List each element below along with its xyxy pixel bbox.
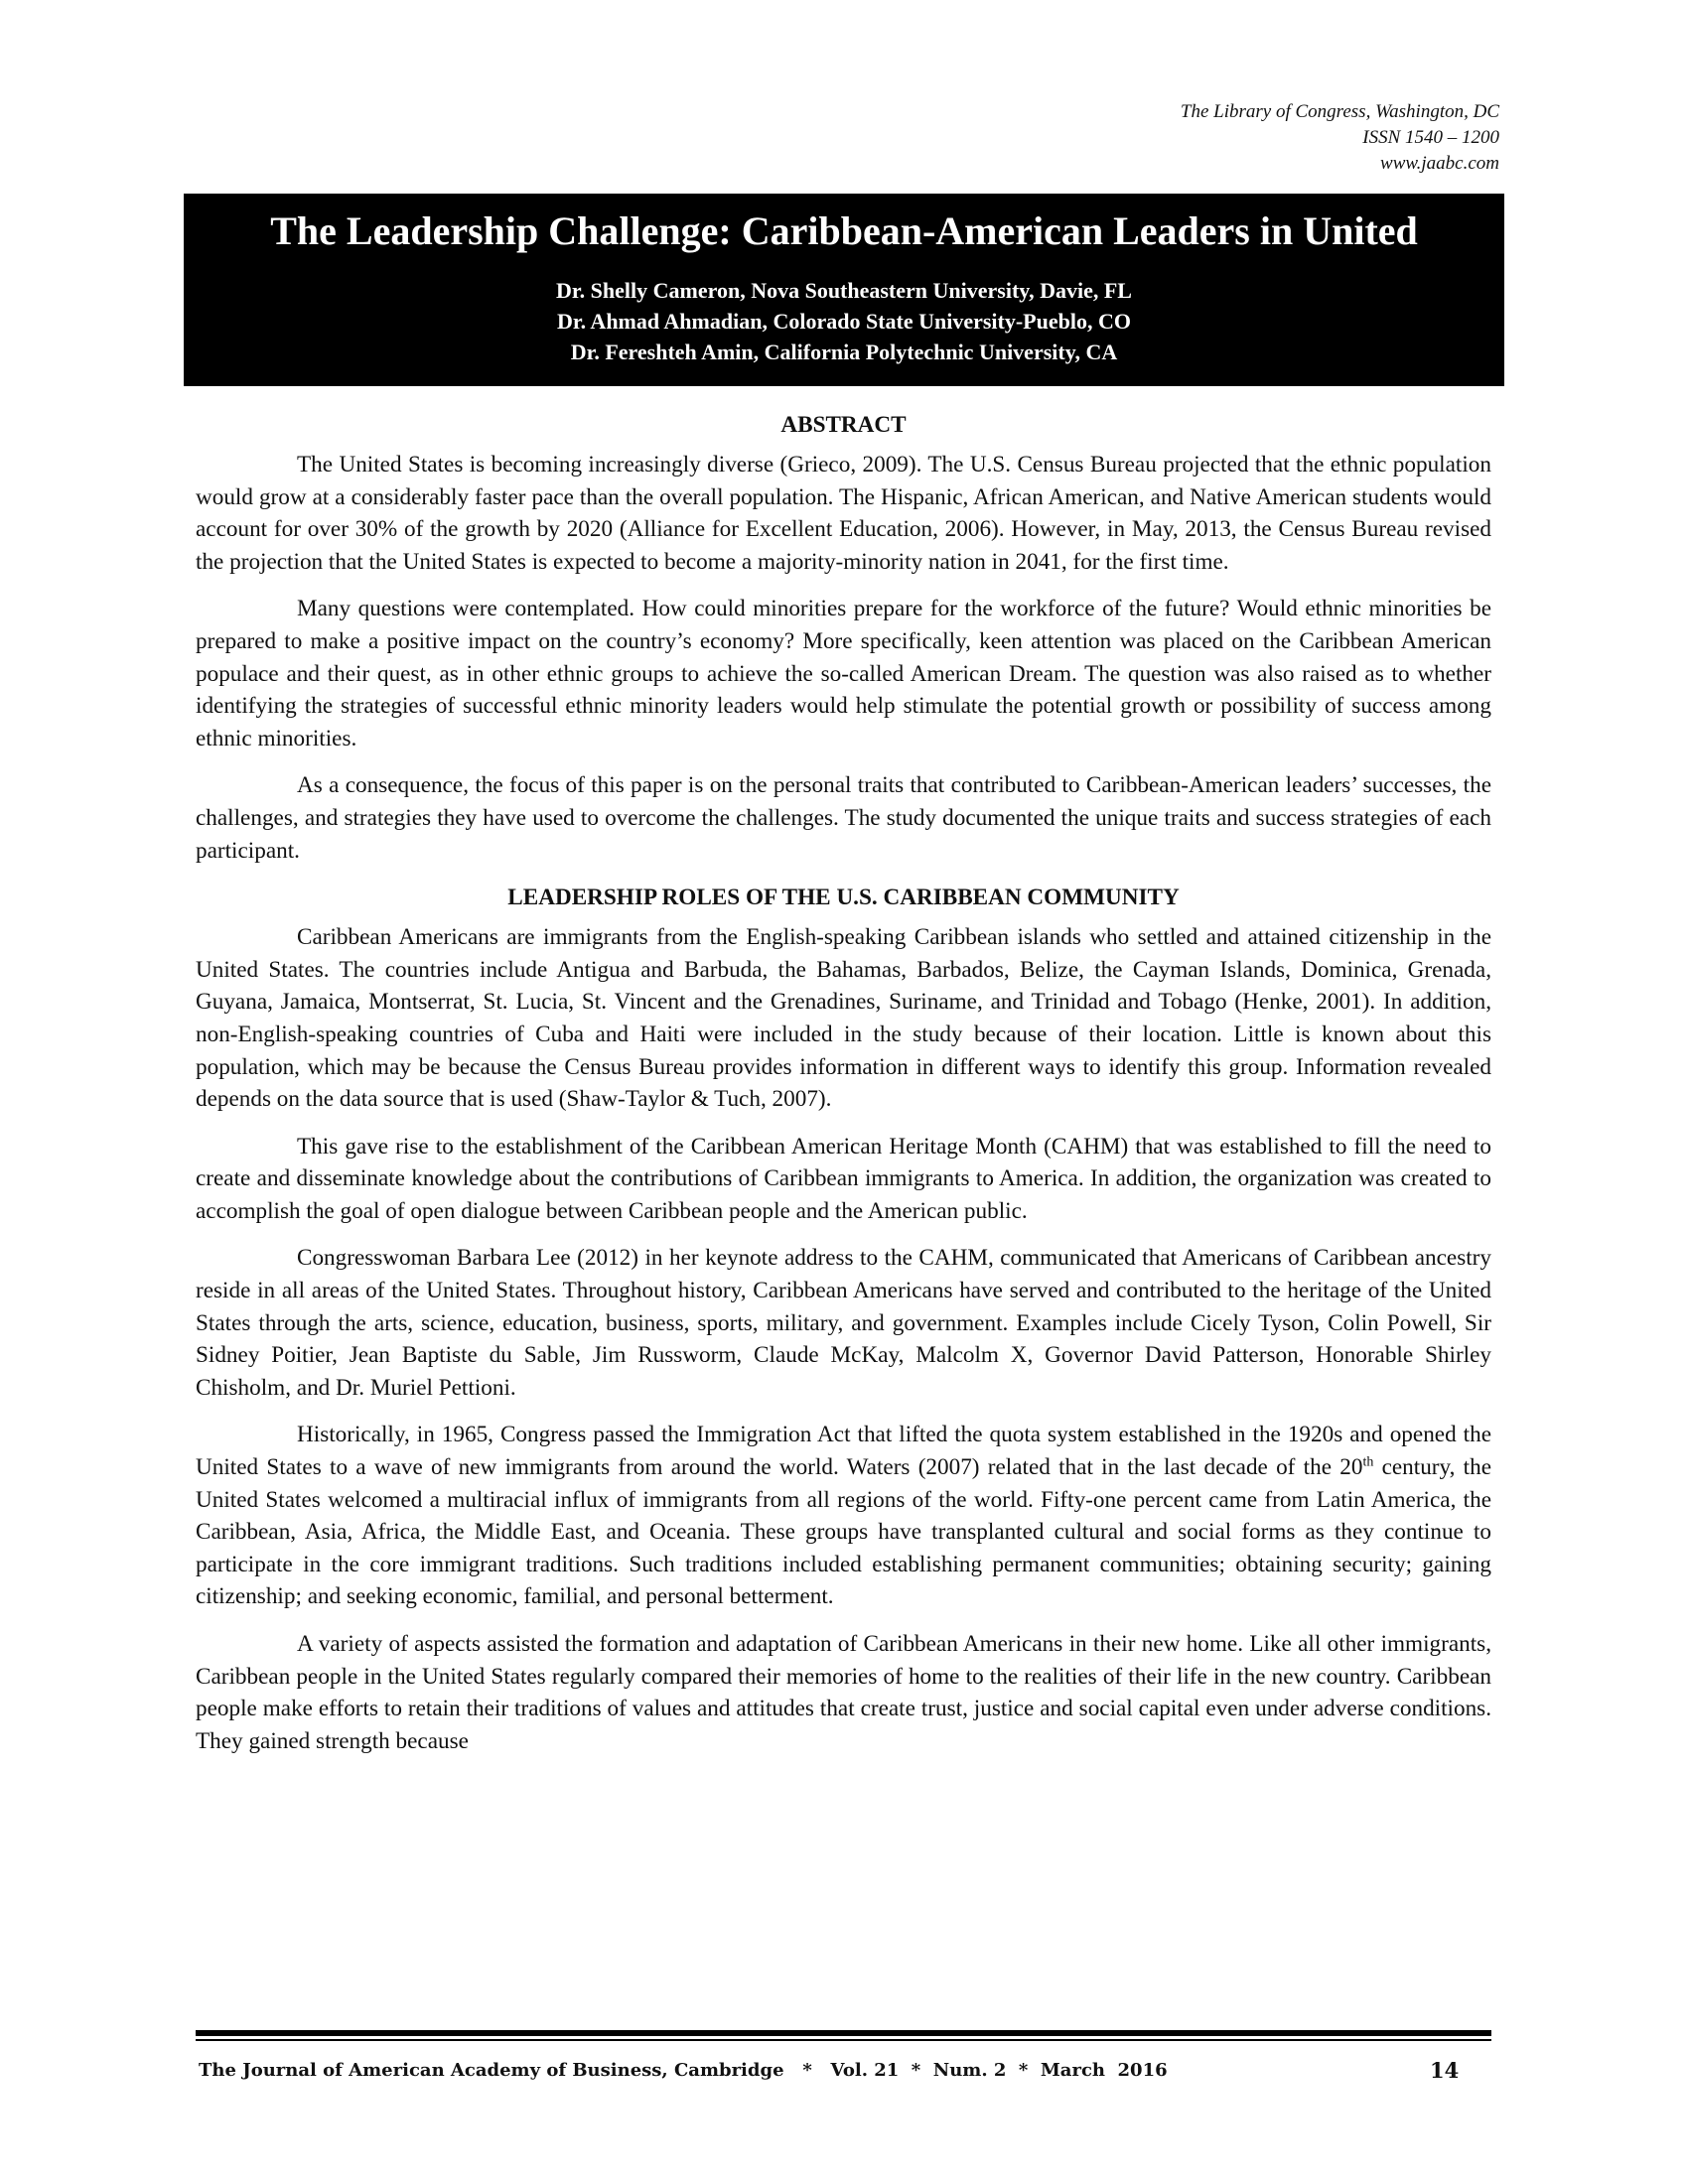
title-block: [184, 194, 1504, 386]
footer-rule-thick: [196, 2030, 1491, 2036]
author-2: Dr. Ahmad Ahmadian, Colorado State University-Pueblo, CO: [557, 309, 1131, 334]
ordinal-superscript: th: [1362, 1454, 1374, 1470]
journal-header: [1181, 99, 1499, 177]
footer-rule-thin: [196, 2039, 1491, 2041]
section-heading: LEADERSHIP ROLES OF THE U.S. CARIBBEAN COMMUNITY: [507, 885, 1180, 911]
section-paragraph-4: [196, 1419, 1491, 1613]
section-paragraph-2: This gave rise to the establishment of the Caribbean American Heritage Month (CAHM) that was established to fill the need to create and disseminate knowledge about the contributions of Caribbean immigrants to America. In addition, the organization was created to accomplish the goal of open dialogue between Caribbean people and the American public.: [196, 1133, 1491, 1224]
page-number: 14: [1430, 2058, 1460, 2083]
paper-body: [196, 409, 1491, 1772]
paragraph-4-text-a: Historically, in 1965, Congress passed the Immigration Act that lifted the quota system established in the 1920s and opened the United States to a wave of new immigrants from around the world. Waters (2007) related that in the last decade of the 20: [196, 1422, 1491, 1481]
abstract-paragraph-1: The United States is becoming increasingly diverse (Grieco, 2009). The U.S. Census Bureau projected that the ethnic population would grow at a considerably faster pace than the overall population. The Hispanic, African American, and Native American students would account for over 30% of the growth by 2020 (Alliance for Excellent Education, 2006). However, in May, 2013, the Census Bureau revised the projection that the United States is expected to become a majority-minority nation in 2041, for the first time.: [196, 452, 1491, 575]
author-3: Dr. Fereshteh Amin, California Polytechnic University, CA: [570, 340, 1118, 364]
paper-title: The Leadership Challenge: Caribbean-American Leaders in United: [270, 208, 1418, 253]
journal-footer: [199, 2059, 1494, 2083]
section-paragraph-3: Congresswoman Barbara Lee (2012) in her keynote address to the CAHM, communicated that Americans of Caribbean ancestry reside in all areas of the United States. Throughout history, Caribbean Americans have served and contributed to the heritage of the United States through the arts, science, education, business, sports, military, and government. Examples include Cicely Tyson, Colin Powell, Sir Sidney Poitier, Jean Baptiste du Sable, Jim Russworm, Claude McKay, Malcolm X, Governor David Patterson, Honorable Shirley Chisholm, and Dr. Muriel Pettioni.: [196, 1245, 1491, 1401]
author-1: Dr. Shelly Cameron, Nova Southeastern University, Davie, FL: [556, 278, 1132, 303]
section-paragraph-1: Caribbean Americans are immigrants from the English-speaking Caribbean islands who settled and attained citizenship in the United States. The countries include Antigua and Barbuda, the Bahamas, Barbados, Belize, the Cayman Islands, Dominica, Grenada, Guyana, Jamaica, Montserrat, St. Lucia, St. Vincent and the Grenadines, Suriname, and Trinidad and Tobago (Henke, 2001). In addition, non-English-speaking countries of Cuba and Haiti were included in the study because of their location. Little is known about this population, which may be because the Census Bureau provides information in different ways to identify this group. Information revealed depends on the data source that is used (Shaw-Taylor & Tuch, 2007).: [196, 924, 1491, 1113]
author-list: [184, 275, 1504, 367]
abstract-paragraph-2: Many questions were contemplated. How could minorities prepare for the workforce of the future? Would ethnic minorities be prepared to make a positive impact on the country’s economy? More specifically, keen attention was placed on the Caribbean American populace and their quest, as in other ethnic groups to achieve the so-called American Dream. The question was also raised as to whether identifying the strategies of successful ethnic minority leaders would help stimulate the potential growth or possibility of success among ethnic minorities.: [196, 596, 1491, 751]
section-paragraph-5: A variety of aspects assisted the formation and adaptation of Caribbean Americans in their new home. Like all other immigrants, Caribbean people in the United States regularly compared their memories of home to the realities of their life in the new country. Caribbean people make efforts to retain their traditions of values and attitudes that create trust, justice and social capital even under adverse conditions. They gained strength because: [196, 1631, 1491, 1754]
issn-line: ISSN 1540 – 1200: [1362, 127, 1499, 148]
abstract-heading: ABSTRACT: [780, 412, 907, 438]
footer-journal-citation: The Journal of American Academy of Business, Cambridge * Vol. 21 * Num. 2 * March 2016: [199, 2060, 1168, 2081]
library-line: The Library of Congress, Washington, DC: [1180, 101, 1499, 122]
website-line: www.jaabc.com: [1380, 153, 1499, 174]
abstract-paragraph-3: As a consequence, the focus of this paper is on the personal traits that contributed to Caribbean-American leaders’ successes, the challenges, and strategies they have used to overcome the challenges. The study documented the unique traits and success strategies of each participant.: [196, 772, 1491, 864]
paragraph-4-text-b: century, the United States welcomed a multiracial influx of immigrants from all regions of the world. Fifty-one percent came from Latin America, the Caribbean, Asia, Africa, the Middle East, and Oceania. These groups have transplanted cultural and social forms as they continue to participate in the core immigrant traditions. Such traditions included establishing permanent communities; obtaining security; gaining citizenship; and seeking economic, familial, and personal betterment.: [196, 1454, 1491, 1610]
